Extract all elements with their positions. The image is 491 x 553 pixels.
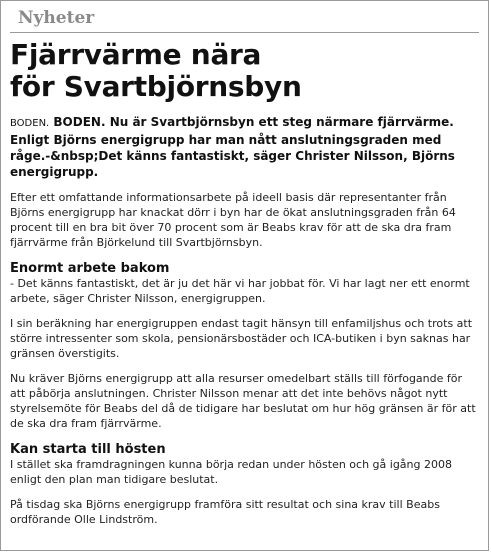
dateline: BODEN.: [10, 118, 50, 129]
headline: Fjärrvärme nära för Svartbjörnsbyn: [10, 38, 302, 103]
subheading-kan-starta: Kan starta till hösten: [10, 442, 166, 457]
body-paragraph-2: - Det känns fantastiskt, det är ju det här vi har jobbat för. Vi har lagt ner ett enormt arbete, säger Christer Nilsson, energigruppen.: [10, 277, 470, 305]
subheading-enormt-arbete: Enormt arbete bakom: [10, 261, 170, 276]
body-paragraph-4: Nu kräver Björns energigrupp att alla resurser omedelbart ställs till förfogande för att påbörja anslutningen. Christer Nilsson menar att det inte behövs något nytt styrelsemöte för Beabs del då de tidigare har beslutat om hur hög gränsen är för att de ska dra fram fjärrvärme.: [10, 372, 476, 430]
lead-text: BODEN. Nu är Svartbjörnsbyn ett steg närmare fjärrvärme. Enligt Björns energigrupp har man nått anslutningsgraden med råge.-&nbsp;Det känns fantastiskt, säger Christer Nilsson, Björns energigrupp.: [10, 115, 455, 179]
body-paragraph-3: I sin beräkning har energigruppen endast tagit hänsyn till enfamiljshus och trots att större intressenter som skola, pensionärsbostäder och ICA-butiken i byn saknas har gränsen överstigits.: [10, 317, 473, 360]
body-paragraph-5: I stället ska framdragningen kunna börja redan under hösten och gå igång 2008 enligt den plan man tidigare beslutat.: [10, 458, 452, 486]
body-paragraph-6: På tisdag ska Björns energigrupp framföra sitt resultat och sina krav till Beabs ordförande Olle Lindström.: [10, 498, 440, 526]
section-label: Nyheter: [18, 8, 95, 28]
section-divider: [10, 32, 479, 33]
body-paragraph-1: Efter ett omfattande informationsarbete på ideell basis där representanter från Björns energigrupp har knackat dörr i byn har de ökat anslutningsgraden från 64 procent till en bra bit över 70 procent som är Beabs krav för att de ska dra fram fjärrvärme från Björkelund till Svartbjörnsbyn.: [10, 191, 456, 249]
lead-paragraph: [10, 114, 480, 180]
